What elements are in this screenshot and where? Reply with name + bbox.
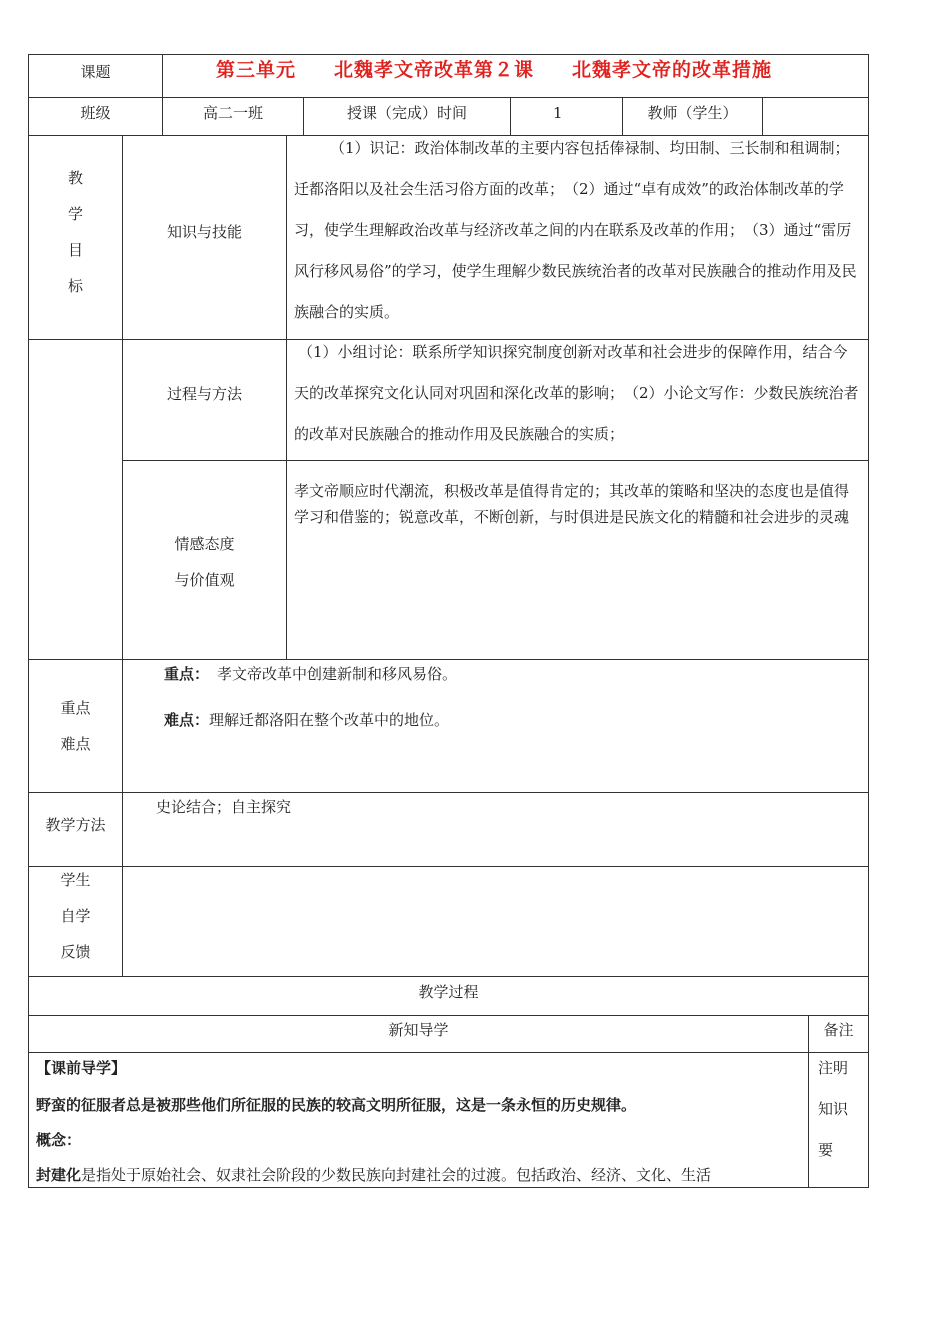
feedback-label-line: 学生 (60, 871, 91, 889)
grid-line (28, 866, 869, 867)
key-point-label: 重点： (164, 665, 210, 683)
concept-label: 概念： (36, 1131, 82, 1149)
process-label: 过程与方法 (166, 385, 242, 403)
feudal-term: 封建化 (36, 1166, 82, 1184)
title-lesson: 北魏孝文帝改革第２课 (334, 59, 535, 81)
title-unit: 第三单元 (216, 59, 297, 81)
teacher-label: 教师（学生） (647, 104, 738, 122)
remarks-line: 知识 (818, 1100, 849, 1118)
feedback-label (29, 862, 122, 970)
method-text: 史论结合；自主探究 (156, 798, 292, 816)
process-section-title: 教学过程 (418, 983, 479, 1001)
feudal-text: 是指处于原始社会、奴隶社会阶段的少数民族向封建社会的过渡。包括政治、经济、文化、生活 (81, 1166, 712, 1184)
subject-label: 课题 (80, 63, 111, 81)
time-label: 授课（完成）时间 (346, 104, 467, 122)
remarks-line: 要 (818, 1141, 834, 1159)
emotion-label-line: 与价值观 (174, 571, 235, 589)
grid-line (808, 1015, 809, 1188)
lesson-title (216, 60, 866, 80)
key-point-text: 孝文帝改革中创建新制和移风易俗。 (217, 665, 458, 683)
method-label: 教学方法 (45, 816, 106, 834)
pre-class-title: 【课前导学】 (36, 1059, 127, 1077)
class-value: 高二一班 (202, 104, 263, 122)
time-value: 1 (553, 104, 563, 122)
objectives-char: 教 (67, 169, 83, 187)
emotion-label (123, 526, 286, 598)
grid-line (28, 976, 869, 977)
knowledge-text: （1）识记：政治体制改革的主要内容包括俸禄制、均田制、三长制和租调制；迁都洛阳以及社会生活习俗方面的改革； （2）通过“卓有成效”的政治体制改革的学习，使学生理解政治改革与经济改革之间的内在联系及改革的作用； （3）通过“雷厉风行移风易俗”的学习，使学生理解少数民族统治者的改革对民族融合的推动作用及民族融合的实质。 (294, 139, 857, 321)
objectives-char: 学 (67, 205, 83, 223)
class-label: 班级 (80, 104, 111, 122)
objectives-label (29, 160, 122, 304)
new-knowledge-label: 新知导学 (388, 1021, 449, 1039)
grid-line (28, 1052, 869, 1053)
grid-line (28, 1187, 869, 1188)
grid-line (28, 97, 869, 98)
key-points-label (29, 690, 122, 762)
feudal-definition (36, 1165, 806, 1185)
grid-line (28, 54, 869, 55)
grid-line (28, 659, 869, 660)
objectives-char: 目 (67, 241, 83, 259)
key-label-line: 难点 (60, 735, 91, 753)
title-topic: 北魏孝文帝的改革措施 (572, 59, 773, 81)
emotion-label-line: 情感态度 (174, 535, 235, 553)
remarks-line: 注明 (818, 1059, 849, 1077)
objectives-char: 标 (67, 277, 83, 295)
feedback-label-line: 自学 (60, 907, 91, 925)
grid-line (868, 54, 869, 1188)
grid-line (28, 792, 869, 793)
difficult-point-label: 难点： (164, 711, 210, 729)
emotion-text: 孝文帝顺应时代潮流，积极改革是值得肯定的；其改革的策略和坚决的态度也是值得学习和借鉴的；锐意改革，不断创新，与时俱进是民族文化的精髓和社会进步的灵魂 (294, 482, 850, 526)
knowledge-label: 知识与技能 (166, 223, 242, 241)
key-label-line: 重点 (60, 699, 91, 717)
key-point (164, 664, 854, 684)
quote-text: 野蛮的征服者总是被那些他们所征服的民族的较高文明所征服，这是一条永恒的历史规律。 (36, 1096, 637, 1114)
grid-line (286, 135, 287, 660)
grid-line (122, 460, 869, 461)
process-text: （1）小组讨论：联系所学知识探究制度创新对改革和社会进步的保障作用，结合今天的改革探究文化认同对巩固和深化改革的影响； （2）小论文写作：少数民族统治者的改革对民族融合的推动作用及民族融合的实质； (294, 343, 859, 443)
feedback-label-line: 反馈 (60, 943, 91, 961)
remarks-label: 备注 (823, 1021, 854, 1039)
grid-line (162, 54, 163, 136)
difficult-point (164, 710, 854, 730)
grid-line (28, 1015, 869, 1016)
difficult-point-text: 理解迁都洛阳在整个改革中的地位。 (209, 711, 450, 729)
remarks-column (818, 1058, 866, 1160)
